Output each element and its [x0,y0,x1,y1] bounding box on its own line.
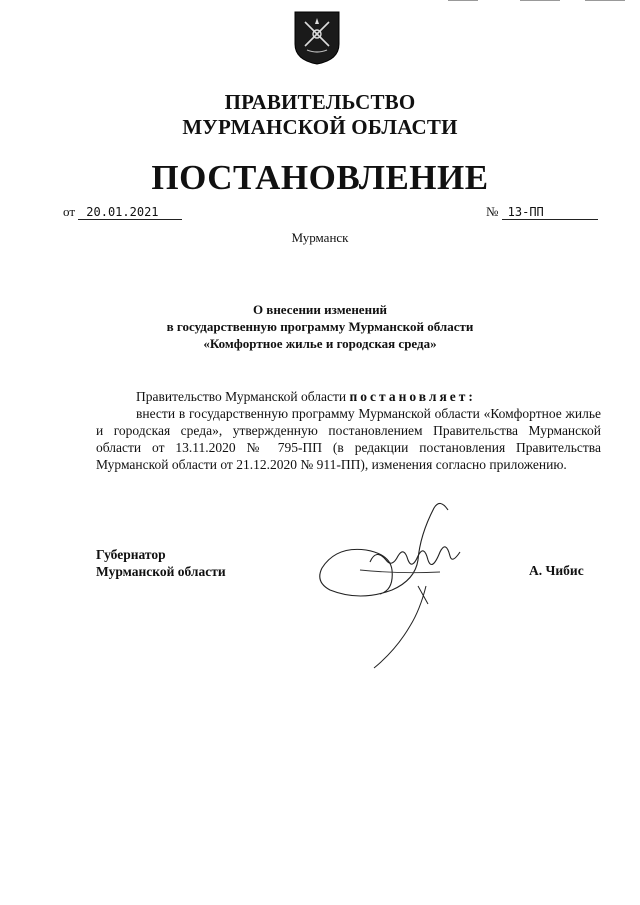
position-line2: Мурманской области [96,564,226,579]
date-label: от [63,204,76,219]
date-value: 20.01.2021 [78,205,182,220]
top-edge-line [520,0,560,1]
org-name-line1: ПРАВИТЕЛЬСТВО [224,90,416,114]
resolution-text: внести в государственную программу Мурманской области «Комфортное жилье и городская среда», утвержденную постановлением Правительства Мурманской области от 13.11.2020 № 795-ПП (в редакции постановления Правительства Мурманской области от 21.12.2020 № 911-ПП), изменения согласно приложению. [96,406,601,472]
document-type: ПОСТАНОВЛЕНИЕ [151,158,489,197]
coat-of-arms-icon [293,10,341,66]
top-edge-line [585,0,625,1]
number-value: 13-ПП [502,205,598,220]
subject-line1: О внесении изменений [252,302,388,317]
date-field [63,204,182,220]
signatory-position [96,546,226,580]
subject-line2: в государственную программу Мурманской области [166,319,474,334]
handwritten-signature-icon [300,490,500,680]
city: Мурманск [291,230,349,245]
resolution-keyword: постановляет: [349,389,476,404]
resolution-intro [136,388,601,405]
org-name-line2: МУРМАНСКОЙ ОБЛАСТИ [182,115,458,139]
number-field [486,204,598,220]
number-label: № [486,204,499,219]
position-line1: Губернатор [96,547,166,562]
resolution-intro-text: Правительство Мурманской области [136,389,350,404]
top-edge-line [448,0,478,1]
signatory-name: А. Чибис [529,563,584,578]
subject-line3: «Комфортное жилье и городская среда» [203,336,437,351]
